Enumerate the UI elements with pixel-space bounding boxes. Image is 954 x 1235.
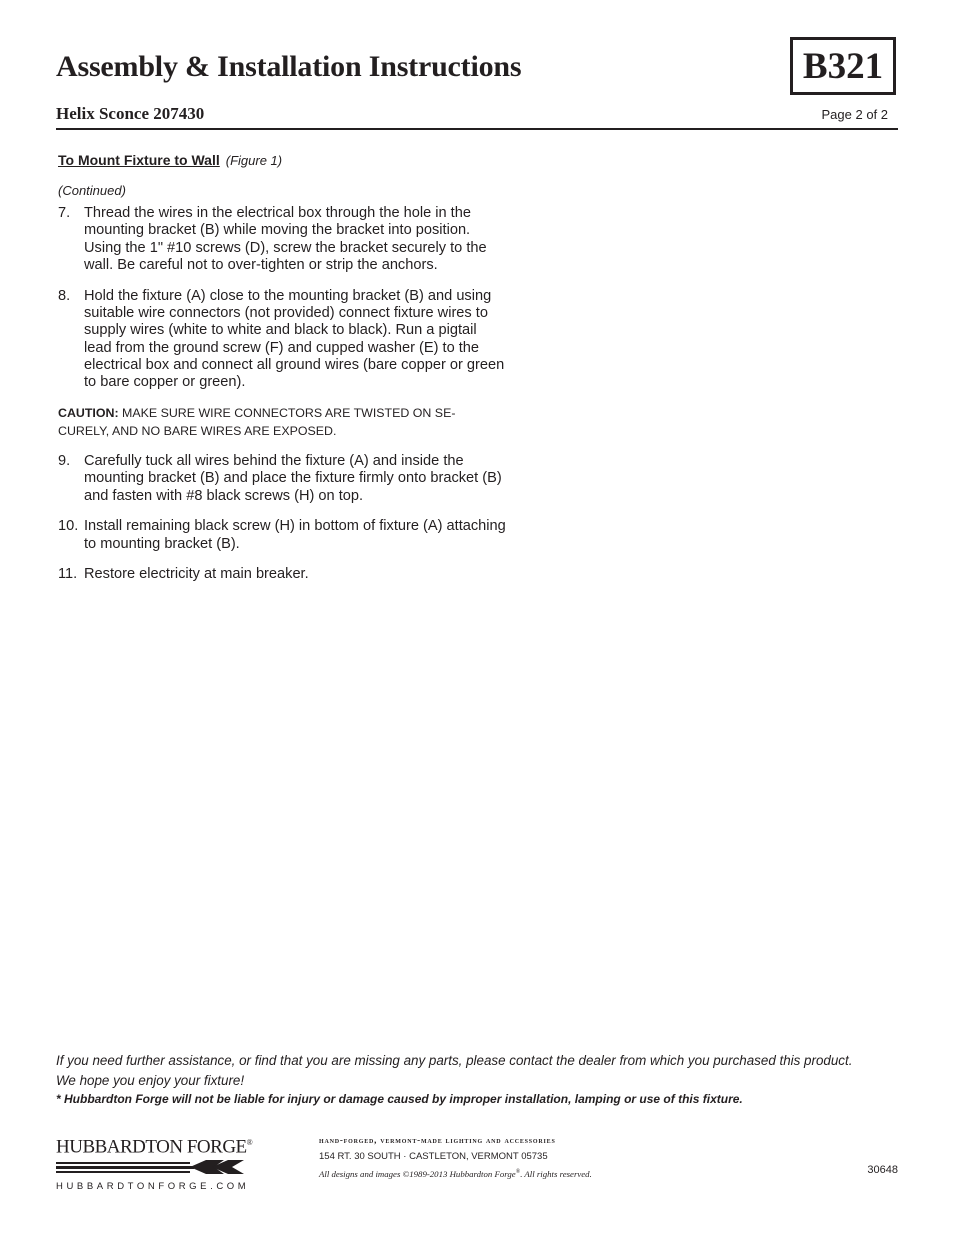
step-number: 7. <box>58 205 71 221</box>
steps-group-2 <box>58 453 508 597</box>
step-7 <box>58 205 508 274</box>
step-10 <box>58 518 508 553</box>
step-text: Install remaining black screw (H) in bottom of fixture (A) attaching to mounting bracket (B). <box>84 518 506 552</box>
caution-label: CAUTION: <box>58 406 119 420</box>
page-number: Page 2 of 2 <box>821 107 888 122</box>
company-info <box>319 1135 592 1179</box>
document-number: 30648 <box>867 1164 898 1176</box>
document-title: Assembly & Installation Instructions <box>56 50 522 83</box>
caution-text: MAKE SURE WIRE CONNECTORS ARE TWISTED ON SE- CURELY, AND NO BARE WIRES ARE EXPOSED. <box>58 406 456 438</box>
step-text: Restore electricity at main breaker. <box>84 566 309 583</box>
step-11 <box>58 566 508 583</box>
section-heading <box>58 152 282 168</box>
website-url: HUBBARDTONFORGE.COM <box>56 1181 250 1193</box>
figure-reference: (Figure 1) <box>225 153 283 168</box>
header-divider <box>56 128 898 130</box>
liability-disclaimer: * Hubbardton Forge will not be liable for injury or damage caused by improper installation, lamping or use of this fixture. <box>56 1092 743 1106</box>
step-number: 9. <box>58 453 71 469</box>
logo-wordmark <box>56 1133 253 1158</box>
brand-logo <box>56 1133 253 1193</box>
assistance-line-1: If you need further assistance, or find that you are missing any parts, please contact the dealer from which you purchased this product. <box>56 1053 853 1068</box>
assistance-note <box>56 1051 906 1091</box>
logo-text: HUBBARDTON FORGE <box>56 1136 247 1158</box>
copyright-text: All designs and images ©1989-2013 Hubbardton Forge <box>319 1169 516 1179</box>
section-title: To Mount Fixture to Wall <box>58 152 220 168</box>
assistance-line-2: We hope you enjoy your fixture! <box>56 1073 245 1088</box>
step-number: 8. <box>58 287 71 304</box>
copyright-registered-mark: ® <box>515 1169 521 1176</box>
step-text: Carefully tuck all wires behind the fixture (A) and inside the mounting bracket (B) and place the fixture firmly onto bracket (B) and fasten with #8 black screws (H) on top. <box>84 453 502 504</box>
continued-note: (Continued) <box>58 183 126 198</box>
company-tagline: hand-forged, vermont-made lighting and accessories <box>319 1135 556 1145</box>
step-8 <box>58 288 508 392</box>
forged-bar-icon <box>56 1159 246 1175</box>
model-code-badge: B321 <box>790 37 896 95</box>
product-subtitle: Helix Sconce 207430 <box>56 104 205 123</box>
step-9 <box>58 453 508 505</box>
steps-group-1 <box>58 205 508 405</box>
step-text: Thread the wires in the electrical box through the hole in the mounting bracket (B) while moving the bracket into position. Using the 1" #10 screws (D), screw the bracket securely to the wall. Be careful not to over-tighten or strip the anchors. <box>84 205 487 273</box>
copyright-suffix: . All rights reserved. <box>520 1169 592 1179</box>
step-number: 11. <box>58 566 78 583</box>
step-number: 10. <box>58 518 79 535</box>
copyright-notice <box>319 1169 592 1179</box>
logo-registered-mark: ® <box>246 1138 253 1147</box>
step-text: Hold the fixture (A) close to the mounting bracket (B) and using suitable wire connectors (not provided) connect fixture wires to supply wires (white to white and black to black). Run a pigtail lead from the ground screw (F) and cupped washer (E) to the electrical box and connect all ground wires (bare copper or green to bare copper or green). <box>84 287 505 391</box>
caution-note <box>58 405 498 440</box>
company-address: 154 RT. 30 SOUTH · CASTLETON, VERMONT 05735 <box>319 1151 548 1162</box>
